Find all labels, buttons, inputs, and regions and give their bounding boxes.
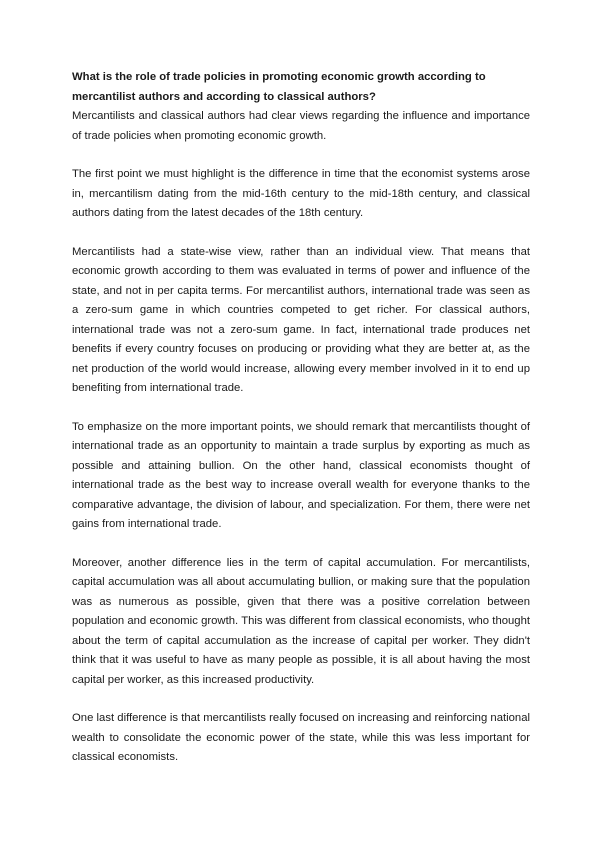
- paragraph-views: Mercantilists had a state-wise view, rather than an individual view. That means that economic growth according to them was evaluated in terms of power and influence of the state, and not in per capita terms. For mercantilist authors, international trade was seen as a zero-sum game in which countries competed to get richer. For classical authors, international trade was not a zero-sum game. In fact, international trade produces net benefits if every country focuses on producing or providing what they are better at, as the net production of the world would increase, allowing every member involved in it to end up benefiting from international trade.: [72, 245, 530, 394]
- document-title: What is the role of trade policies in promoting economic growth according to mercantilist authors and according to classical authors?: [72, 71, 486, 103]
- document-page: [72, 68, 530, 768]
- paragraph-wealth: One last difference is that mercantilists really focused on increasing and reinforcing national wealth to consolidate the economic power of the state, while this was less important for classical economists.: [72, 712, 530, 763]
- paragraph-timeline: The first point we must highlight is the difference in time that the economist systems arose in, mercantilism dating from the mid-16th century to the mid-18th century, and classical authors dating from the latest decades of the 18th century.: [72, 168, 530, 219]
- paragraph-trade: To emphasize on the more important points, we should remark that mercantilists thought of international trade as an opportunity to maintain a trade surplus by exporting as much as possible and attaining bullion. On the other hand, classical economists thought of international trade as the best way to increase overall wealth for everyone thanks to the comparative advantage, the division of labour, and specialization. For them, there were net gains from international trade.: [72, 420, 530, 530]
- intro-paragraph: Mercantilists and classical authors had clear views regarding the influence and importance of trade policies when promoting economic growth.: [72, 110, 530, 142]
- paragraph-capital: Moreover, another difference lies in the term of capital accumulation. For mercantilists, capital accumulation was all about accumulating bullion, or making sure that the population was as numerous as possible, given that there was a positive correlation between population and economic growth. This was different from classical economists, who thought about the term of capital accumulation as the increase of capital per worker. They didn't think that it was useful to have as many people as possible, it is all about having the most capital per worker, as this increased productivity.: [72, 556, 530, 686]
